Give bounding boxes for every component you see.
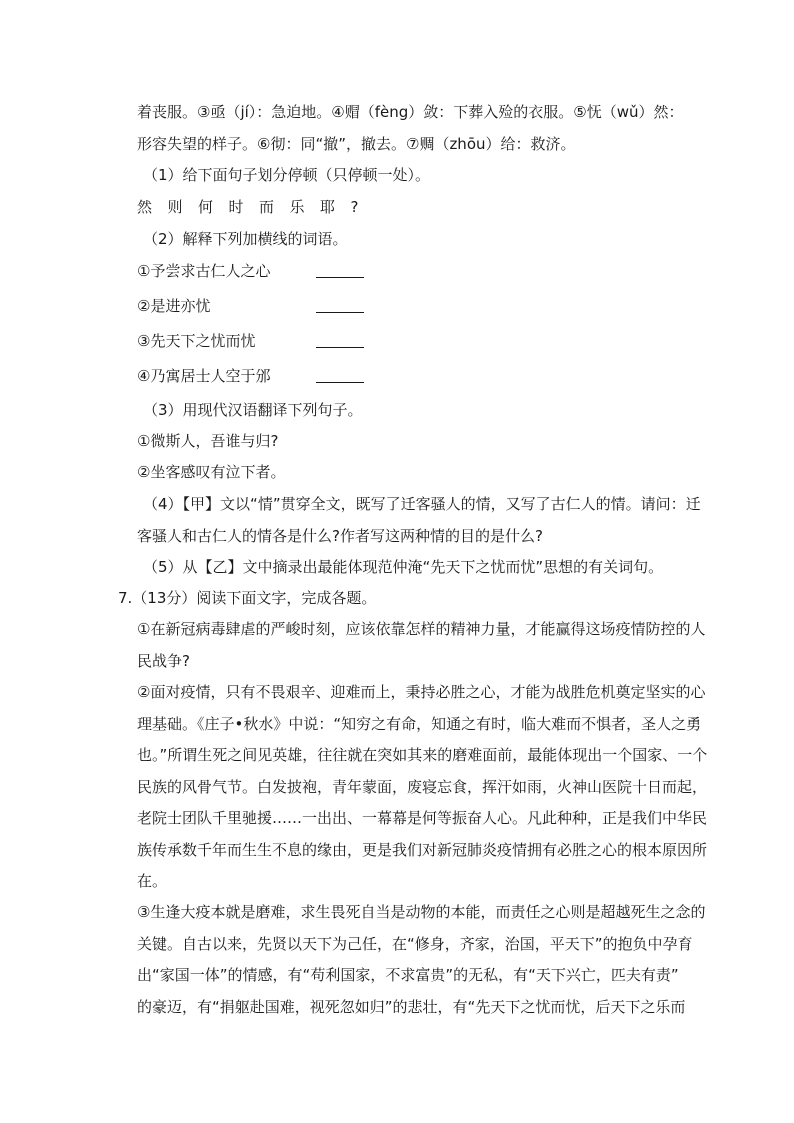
question-1-sentence: 然则何时而乐耶? xyxy=(137,198,374,216)
answer-blank-3[interactable] xyxy=(316,347,364,348)
answer-blank-4[interactable] xyxy=(316,382,364,383)
question-2-prompt: （2）解释下列加横线的词语。 xyxy=(143,230,348,248)
passage-p3-line: 的豪迈，有“捐躯赴国难，视死忽如归”的悲壮，有“先天下之忧而忧，后天下之乐而 xyxy=(137,998,686,1016)
passage-p1-line: 民战争? xyxy=(137,652,190,670)
passage-p2-line: 理基础。《庄子•秋水》中说：“知穷之有命，知通之有时，临大难而不惧者，圣人之勇 xyxy=(137,715,702,733)
passage-p2-line: 也。”所谓生死之间见英雄，往往就在突如其来的磨难面前，最能体现出一个国家、一个 xyxy=(137,746,708,764)
question-5-text: （5）从【乙】文中摘录出最能体现范仲淹“先天下之忧而忧”思想的有关词句。 xyxy=(143,558,664,576)
passage-p2-line: 在。 xyxy=(137,872,168,890)
answer-blank-1[interactable] xyxy=(316,277,364,278)
passage-p3-line: 出“家国一体”的情感，有“苟利国家，不求富贵”的无私，有“天下兴亡，匹夫有责” xyxy=(137,966,679,984)
question-2-item-1: ①予尝求古仁人之心 xyxy=(137,262,271,280)
passage-p3-line: 关键。自古以来，先贤以天下为己任，在“修身，齐家，治国，平天下”的抱负中孕育 xyxy=(137,935,693,953)
passage-p2-line: 族传承数千年而生生不息的缘由，更是我们对新冠肺炎疫情拥有必胜之心的根本原因所 xyxy=(137,841,708,859)
question-2-item-4: ④乃寓居士人空于邠 xyxy=(137,367,271,385)
question-2-item-3: ③先天下之忧而忧 xyxy=(137,332,256,350)
answer-blank-2[interactable] xyxy=(316,312,364,313)
question-3-item-1: ①微斯人，吾谁与归? xyxy=(137,432,279,450)
question-3-prompt: （3）用现代汉语翻译下列句子。 xyxy=(143,401,363,419)
passage-p3-line: ③生逢大疫本就是磨难，求生畏死自当是动物的本能，而责任之心则是超越死生之念的 xyxy=(137,903,706,921)
annotation-line-2: 形容失望的样子。⑥彻：同“撤”，撤去。⑦赒（zhōu）给：救济。 xyxy=(137,135,576,153)
question-2-item-2: ②是进亦忧 xyxy=(137,297,211,315)
passage-p1-line: ①在新冠病毒肆虐的严峻时刻，应该依靠怎样的精神力量，才能赢得这场疫情防控的人 xyxy=(137,620,706,638)
question-4-line-2: 客骚人和古仁人的情各是什么?作者写这两种情的目的是什么? xyxy=(137,527,543,545)
passage-p2-line: 民族的风骨气节。白发披袍，青年蒙面，废寝忘食，挥汗如雨，火神山医院十日而起， xyxy=(137,778,708,796)
question-3-item-2: ②坐客感叹有泣下者。 xyxy=(137,463,286,481)
question-4-line-1: （4）【甲】文以“情”贯穿全文，既写了迁客骚人的情，又写了古仁人的情。请问：迁 xyxy=(143,495,701,513)
question-7-header: 7.（13分）阅读下面文字，完成各题。 xyxy=(118,589,377,607)
annotation-line-1: 着丧服。③亟（jí）：急迫地。④赗（fèng）敛：下葬入殓的衣服。⑤怃（wǔ）然： xyxy=(137,103,684,121)
passage-p2-line: 老院士团队千里驰援……一出出、一幕幕是何等振奋人心。凡此种种，正是我们中华民 xyxy=(137,809,708,827)
question-1-prompt: （1）给下面句子划分停顿（只停顿一处）。 xyxy=(143,166,431,184)
passage-p2-line: ②面对疫情，只有不畏艰辛、迎难而上，秉持必胜之心，才能为战胜危机奠定坚实的心 xyxy=(137,683,706,701)
